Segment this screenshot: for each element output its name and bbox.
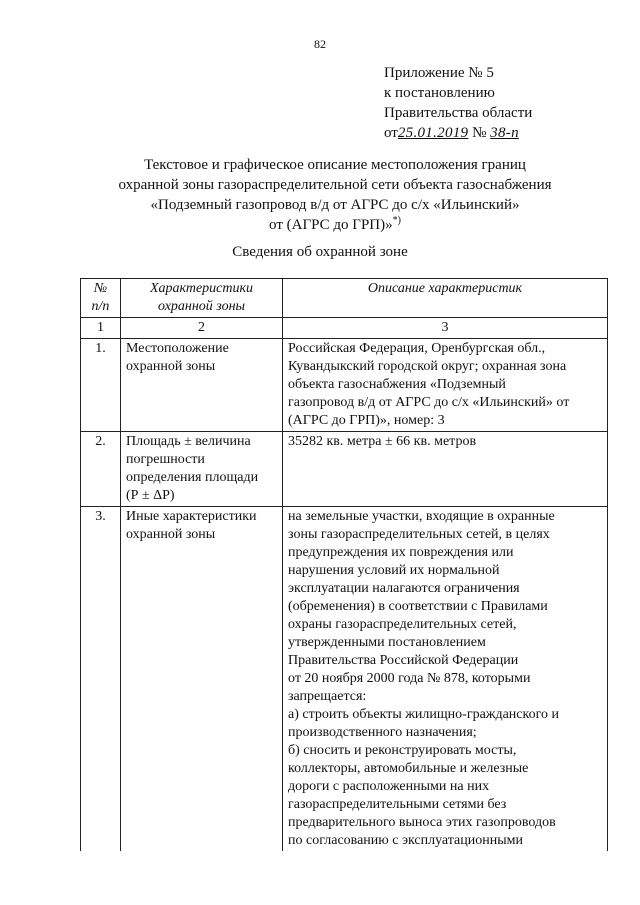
row-characteristic: [121, 339, 283, 432]
description-line: Российская Федерация, Оренбургская обл.,: [288, 341, 546, 356]
description-line: запрещается:: [288, 689, 367, 704]
row-number: 3.: [81, 507, 121, 852]
page-number: 82: [314, 37, 326, 51]
description-line: коллекторы, автомобильные и железные: [288, 761, 529, 776]
header-char-line: Характеристики: [149, 281, 254, 296]
characteristic-line: охранной зоны: [126, 359, 216, 374]
appendix-block: [384, 63, 532, 143]
row-number: 1.: [81, 339, 121, 432]
resolution-date: 25.01.2019: [397, 125, 469, 141]
description-line: утвержденными постановлением: [288, 635, 486, 650]
description-line: предупреждения их повреждения или: [288, 545, 514, 560]
characteristic-line: охранной зоны: [126, 527, 216, 542]
description-line: (обременения) в соответствии с Правилами: [288, 599, 548, 614]
header-description: Описание характеристик: [283, 279, 608, 318]
row-description: [283, 339, 608, 432]
header-num: [81, 279, 121, 318]
title-line-4-text: от (АГРС до ГРП)»: [269, 217, 393, 233]
characteristic-line: (Р ± ΔР): [126, 488, 175, 503]
description-line: газораспределительными сетями без: [288, 797, 507, 812]
row-description: [283, 432, 608, 507]
appendix-government: Правительства области: [384, 105, 533, 121]
row-characteristic: [121, 507, 283, 852]
characteristic-line: определения площади: [126, 470, 259, 485]
description-line: Правительства Российской Федерации: [288, 653, 519, 668]
description-line: охраны газораспределительных сетей,: [288, 617, 517, 632]
characteristic-line: погрешности: [126, 452, 205, 467]
date-prefix: от: [384, 125, 398, 141]
description-line: на земельные участки, входящие в охранные: [288, 509, 555, 524]
footnote-mark: *): [392, 215, 401, 226]
row-number: 2.: [81, 432, 121, 507]
table-header-row: [81, 279, 608, 318]
title-line-2: охранной зоны газораспределительной сети объекта газоснабжения: [118, 177, 552, 193]
description-line: от 20 ноября 2000 года № 878, которыми: [288, 671, 531, 686]
table-row: [81, 432, 608, 507]
appendix-date-line: [384, 123, 532, 143]
header-num-line: п/п: [91, 299, 110, 314]
appendix-resolution: к постановлению: [384, 85, 495, 101]
description-line: эксплуатации налагаются ограничения: [288, 581, 520, 596]
table-index-row: [81, 318, 608, 339]
header-characteristic: [121, 279, 283, 318]
description-line: нарушения условий их нормальной: [288, 563, 500, 578]
description-line: 35282 кв. метра ± 66 кв. метров: [288, 434, 477, 449]
header-char-line: охранной зоны: [157, 299, 246, 314]
header-num-line: №: [93, 281, 108, 296]
number-prefix: №: [472, 125, 487, 141]
table-row: [81, 507, 608, 852]
index-cell: 3: [283, 318, 608, 339]
characteristic-line: Иные характеристики: [126, 509, 257, 524]
zone-table: [80, 278, 608, 851]
description-line: а) строить объекты жилищно-гражданского и: [288, 707, 559, 722]
resolution-number: 38-п: [490, 125, 519, 141]
description-line: производственного назначения;: [288, 725, 477, 740]
characteristic-line: Площадь ± величина: [126, 434, 251, 449]
characteristic-line: Местоположение: [126, 341, 229, 356]
title-line-3: «Подземный газопровод в/д от АГРС до с/х «Ильинский»: [150, 197, 520, 213]
description-line: дороги с расположенными на них: [288, 779, 490, 794]
description-line: зоны газораспределительных сетей, в целях: [288, 527, 550, 542]
index-cell: 2: [121, 318, 283, 339]
index-cell: 1: [81, 318, 121, 339]
row-characteristic: [121, 432, 283, 507]
description-line: б) сносить и реконструировать мосты,: [288, 743, 517, 758]
title-line-1: Текстовое и графическое описание местоположения границ: [144, 157, 526, 173]
description-line: предварительного выноса этих газопроводов: [288, 815, 556, 830]
description-line: газопровод в/д от АГРС до с/х «Ильинский» от: [288, 395, 570, 410]
row-description: [283, 507, 608, 852]
title-line-4: [80, 215, 590, 235]
table-row: [81, 339, 608, 432]
appendix-title: Приложение № 5: [384, 65, 494, 81]
description-line: объекта газоснабжения «Подземный: [288, 377, 506, 392]
description-line: по согласованию с эксплуатационными: [288, 833, 523, 848]
description-line: Кувандыкский городской округ; охранная зона: [288, 359, 567, 374]
document-title: [80, 155, 590, 235]
section-subtitle: Сведения об охранной зоне: [232, 244, 408, 260]
description-line: (АГРС до ГРП)», номер: 3: [288, 413, 445, 428]
